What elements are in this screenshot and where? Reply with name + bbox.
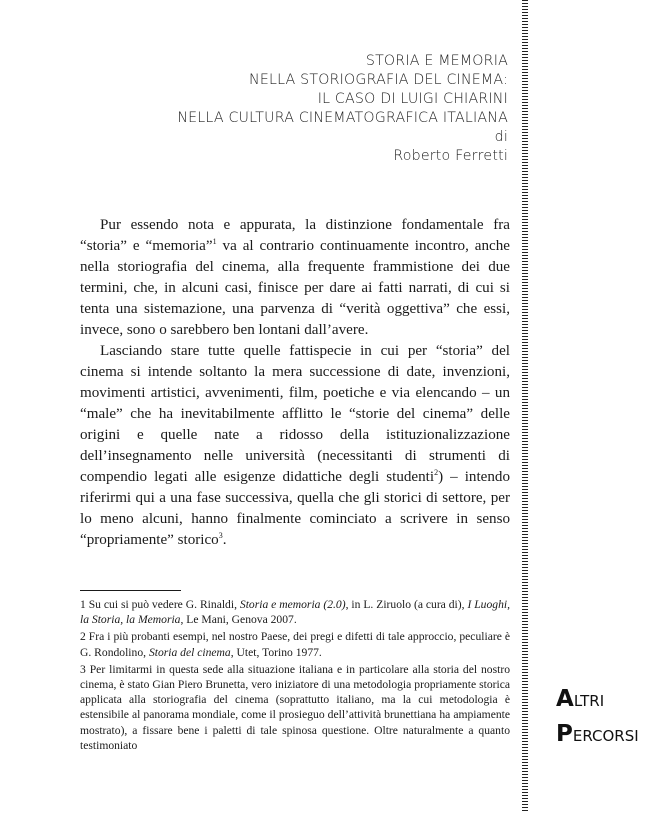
section-label-line-1-initial: A: [556, 686, 574, 712]
article-header: [70, 52, 508, 166]
title-line-2: NELLA STORIOGRAFIA DEL CINEMA:: [249, 72, 508, 88]
paragraph-2-text-b: ) – intendo riferirmi qui a una fase successiva, quella che gli storici di settore, per lo meno alcuni, hanno finalmente cominciato a scrivere in senso “propriamente” storico: [80, 469, 510, 548]
footnote-1-title-b: I Luoghi, la Storia, la Memoria: [80, 598, 510, 627]
footnote-2: [80, 629, 510, 659]
footnote-1-text-a: 1 Su cui si può vedere G. Rinaldi,: [80, 598, 240, 611]
byline-di: di: [494, 129, 508, 145]
footnote-1-text-b: , in L. Ziruolo (a cura di),: [345, 598, 468, 611]
footnote-ref-2[interactable]: 2: [434, 468, 439, 477]
body-paragraph-2: [80, 341, 510, 551]
footnote-3-text: 3 Per limitarmi in questa sede alla situazione italiana e in particolare alla storia del nostro cinema, è stato Gian Piero Brunetta, vero iniziatore di una metodologia propriamente storica applicata alla storiografia del cinema (soprattutto italiano, ma la cui metodologia è estensibile al panorama mondiale, come il prosieguo dell’attività brunettiana ha ampiamente mostrato), a fissare bene i paletti di tale spinosa questione. Oltre naturalmente a quanto testimoniato: [80, 662, 510, 752]
section-label-line-2: [556, 718, 650, 753]
author-name: Roberto Ferretti: [393, 148, 508, 164]
title-line-1: STORIA E MEMORIA: [365, 53, 508, 69]
footnote-1-title-a: Storia e memoria (2.0): [239, 598, 346, 611]
section-label-line-1-rest: LTRI: [573, 692, 605, 710]
footnote-2-text-b: , Utet, Torino 1977.: [230, 645, 322, 659]
section-label-line-2-rest: ERCORSI: [572, 727, 639, 745]
footnote-separator: [80, 590, 181, 591]
paragraph-2-text-c: .: [222, 532, 227, 548]
margin-hatched-rule: [522, 0, 528, 813]
footnote-1-text-c: , Le Mani, Genova 2007.: [180, 613, 297, 627]
footnote-ref-3[interactable]: 3: [218, 531, 223, 540]
title-line-3: IL CASO DI LUIGI CHIARINI: [317, 91, 508, 107]
footnote-1: [80, 597, 510, 627]
body-paragraph-1: [80, 215, 510, 341]
section-label-line-1: [556, 683, 650, 718]
footnote-2-text-a: 2 Fra i più probanti esempi, nel nostro Paese, dei pregi e difetti di tale approccio, peculiare è G. Rondolino,: [80, 630, 510, 659]
section-label-altri-percorsi: [556, 683, 650, 753]
footnote-2-title: Storia del cinema: [148, 645, 231, 659]
paragraph-2-text-a: Lasciando stare tutte quelle fattispecie in cui per “storia” del cinema si intende soltanto la mera successione di date, invenzioni, movimenti artistici, avvenimenti, film, poetiche e via elencando – un “male” che ha inevitabilmente afflitto le “storie del cinema” delle origini e quelle nate a ridosso della istituzionalizzazione dell’insegnamento nelle università (necessitanti di strumenti di compendio legati alle esigenze didattiche degli studenti: [80, 343, 510, 485]
footnote-3: [80, 662, 510, 753]
title-line-4: NELLA CULTURA CINEMATOGRAFICA ITALIANA: [177, 110, 508, 126]
article-body: [80, 215, 510, 551]
section-label-line-2-initial: P: [556, 721, 573, 747]
footnotes: [80, 597, 510, 755]
footnote-ref-1[interactable]: 1: [212, 237, 217, 246]
paragraph-1-text-a: Pur essendo nota e appurata, la distinzione fondamentale fra “storia” e “memoria”: [80, 217, 510, 254]
paragraph-1-text-b: va al contrario continuamente incontro, anche nella storiografia del cinema, alla frequente frammistione dei due termini, che, in alcuni casi, finisce per dare ai fatti narrati, di cui si tenta una sistemazione, una parvenza di “verità oggettiva” che essi, invece, sono o sarebbero ben lontani dall’avere.: [80, 238, 510, 338]
